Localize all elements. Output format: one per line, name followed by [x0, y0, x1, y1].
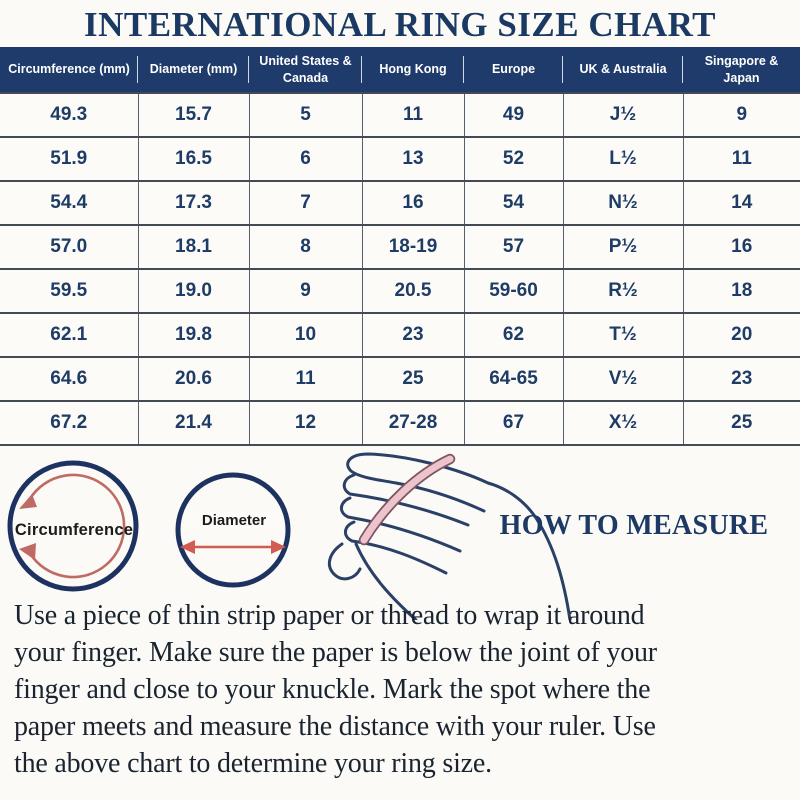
table-cell: N½ [563, 181, 683, 225]
diameter-circle-icon [173, 470, 293, 590]
table-row [0, 357, 800, 401]
table-cell: 18 [683, 269, 800, 313]
col-header-europe: Europe [464, 47, 563, 93]
table-cell: 20.6 [138, 357, 249, 401]
table-cell: 11 [683, 137, 800, 181]
table-cell: 62 [464, 313, 563, 357]
table-cell: 54.4 [0, 181, 138, 225]
table-row [0, 225, 800, 269]
col-header-circumference: Circumference (mm) [0, 47, 138, 93]
table-cell: T½ [563, 313, 683, 357]
table-cell: 23 [362, 313, 464, 357]
table-cell: 52 [464, 137, 563, 181]
table-cell: 20 [683, 313, 800, 357]
table-row [0, 181, 800, 225]
col-header-hong-kong: Hong Kong [362, 47, 464, 93]
table-cell: 13 [362, 137, 464, 181]
table-cell: 18-19 [362, 225, 464, 269]
table-cell: 20.5 [362, 269, 464, 313]
table-cell: 10 [249, 313, 362, 357]
col-header-singapore-japan: Singapore & Japan [683, 47, 800, 93]
table-cell: 6 [249, 137, 362, 181]
table-cell: 14 [683, 181, 800, 225]
table-row [0, 137, 800, 181]
table-row [0, 269, 800, 313]
table-cell: 19.8 [138, 313, 249, 357]
table-cell: 9 [683, 93, 800, 137]
table-cell: 12 [249, 401, 362, 445]
table-row [0, 313, 800, 357]
table-cell: 67 [464, 401, 563, 445]
table-cell: V½ [563, 357, 683, 401]
table-cell: 64-65 [464, 357, 563, 401]
table-cell: 54 [464, 181, 563, 225]
instructions-text [14, 597, 790, 782]
page-title: INTERNATIONAL RING SIZE CHART [83, 5, 717, 44]
instruction-line: the above chart to determine your ring size. [14, 748, 492, 779]
instruction-line: Use a piece of thin strip paper or thread to wrap it around [14, 600, 645, 631]
how-to-measure-section [0, 446, 800, 618]
table-cell: 27-28 [362, 401, 464, 445]
table-cell: 25 [362, 357, 464, 401]
table-cell: 8 [249, 225, 362, 269]
table-cell: 49.3 [0, 93, 138, 137]
table-cell: J½ [563, 93, 683, 137]
col-header-diameter: Diameter (mm) [138, 47, 249, 93]
instruction-line: your finger. Make sure the paper is below the joint of your [14, 637, 657, 668]
table-cell: L½ [563, 137, 683, 181]
table-cell: 17.3 [138, 181, 249, 225]
col-header-us-canada: United States & Canada [249, 47, 362, 93]
table-header-row [0, 47, 800, 93]
table-cell: 5 [249, 93, 362, 137]
table-cell: 59-60 [464, 269, 563, 313]
table-cell: R½ [563, 269, 683, 313]
table-cell: 11 [362, 93, 464, 137]
diameter-label: Diameter [186, 512, 282, 529]
table-cell: 16 [362, 181, 464, 225]
table-cell: 15.7 [138, 93, 249, 137]
table-cell: 51.9 [0, 137, 138, 181]
circumference-label: Circumference [14, 521, 134, 539]
table-cell: 59.5 [0, 269, 138, 313]
how-to-measure-heading: HOW TO MEASURE [499, 510, 769, 541]
table-cell: 57.0 [0, 225, 138, 269]
col-header-uk-australia: UK & Australia [563, 47, 683, 93]
table-cell: 11 [249, 357, 362, 401]
table-row [0, 401, 800, 445]
table-cell: 19.0 [138, 269, 249, 313]
instruction-line: paper meets and measure the distance with your ruler. Use [14, 711, 656, 742]
table-cell: 25 [683, 401, 800, 445]
table-cell: 62.1 [0, 313, 138, 357]
table-cell: 21.4 [138, 401, 249, 445]
table-cell: 16.5 [138, 137, 249, 181]
table-cell: 9 [249, 269, 362, 313]
table-cell: X½ [563, 401, 683, 445]
table-cell: P½ [563, 225, 683, 269]
table-cell: 64.6 [0, 357, 138, 401]
table-cell: 67.2 [0, 401, 138, 445]
table-cell: 23 [683, 357, 800, 401]
instruction-line: finger and close to your knuckle. Mark the spot where the [14, 674, 651, 705]
table-cell: 49 [464, 93, 563, 137]
table-cell: 7 [249, 181, 362, 225]
table-cell: 18.1 [138, 225, 249, 269]
table-cell: 57 [464, 225, 563, 269]
ring-size-table [0, 47, 800, 446]
table-row [0, 93, 800, 137]
table-cell: 16 [683, 225, 800, 269]
